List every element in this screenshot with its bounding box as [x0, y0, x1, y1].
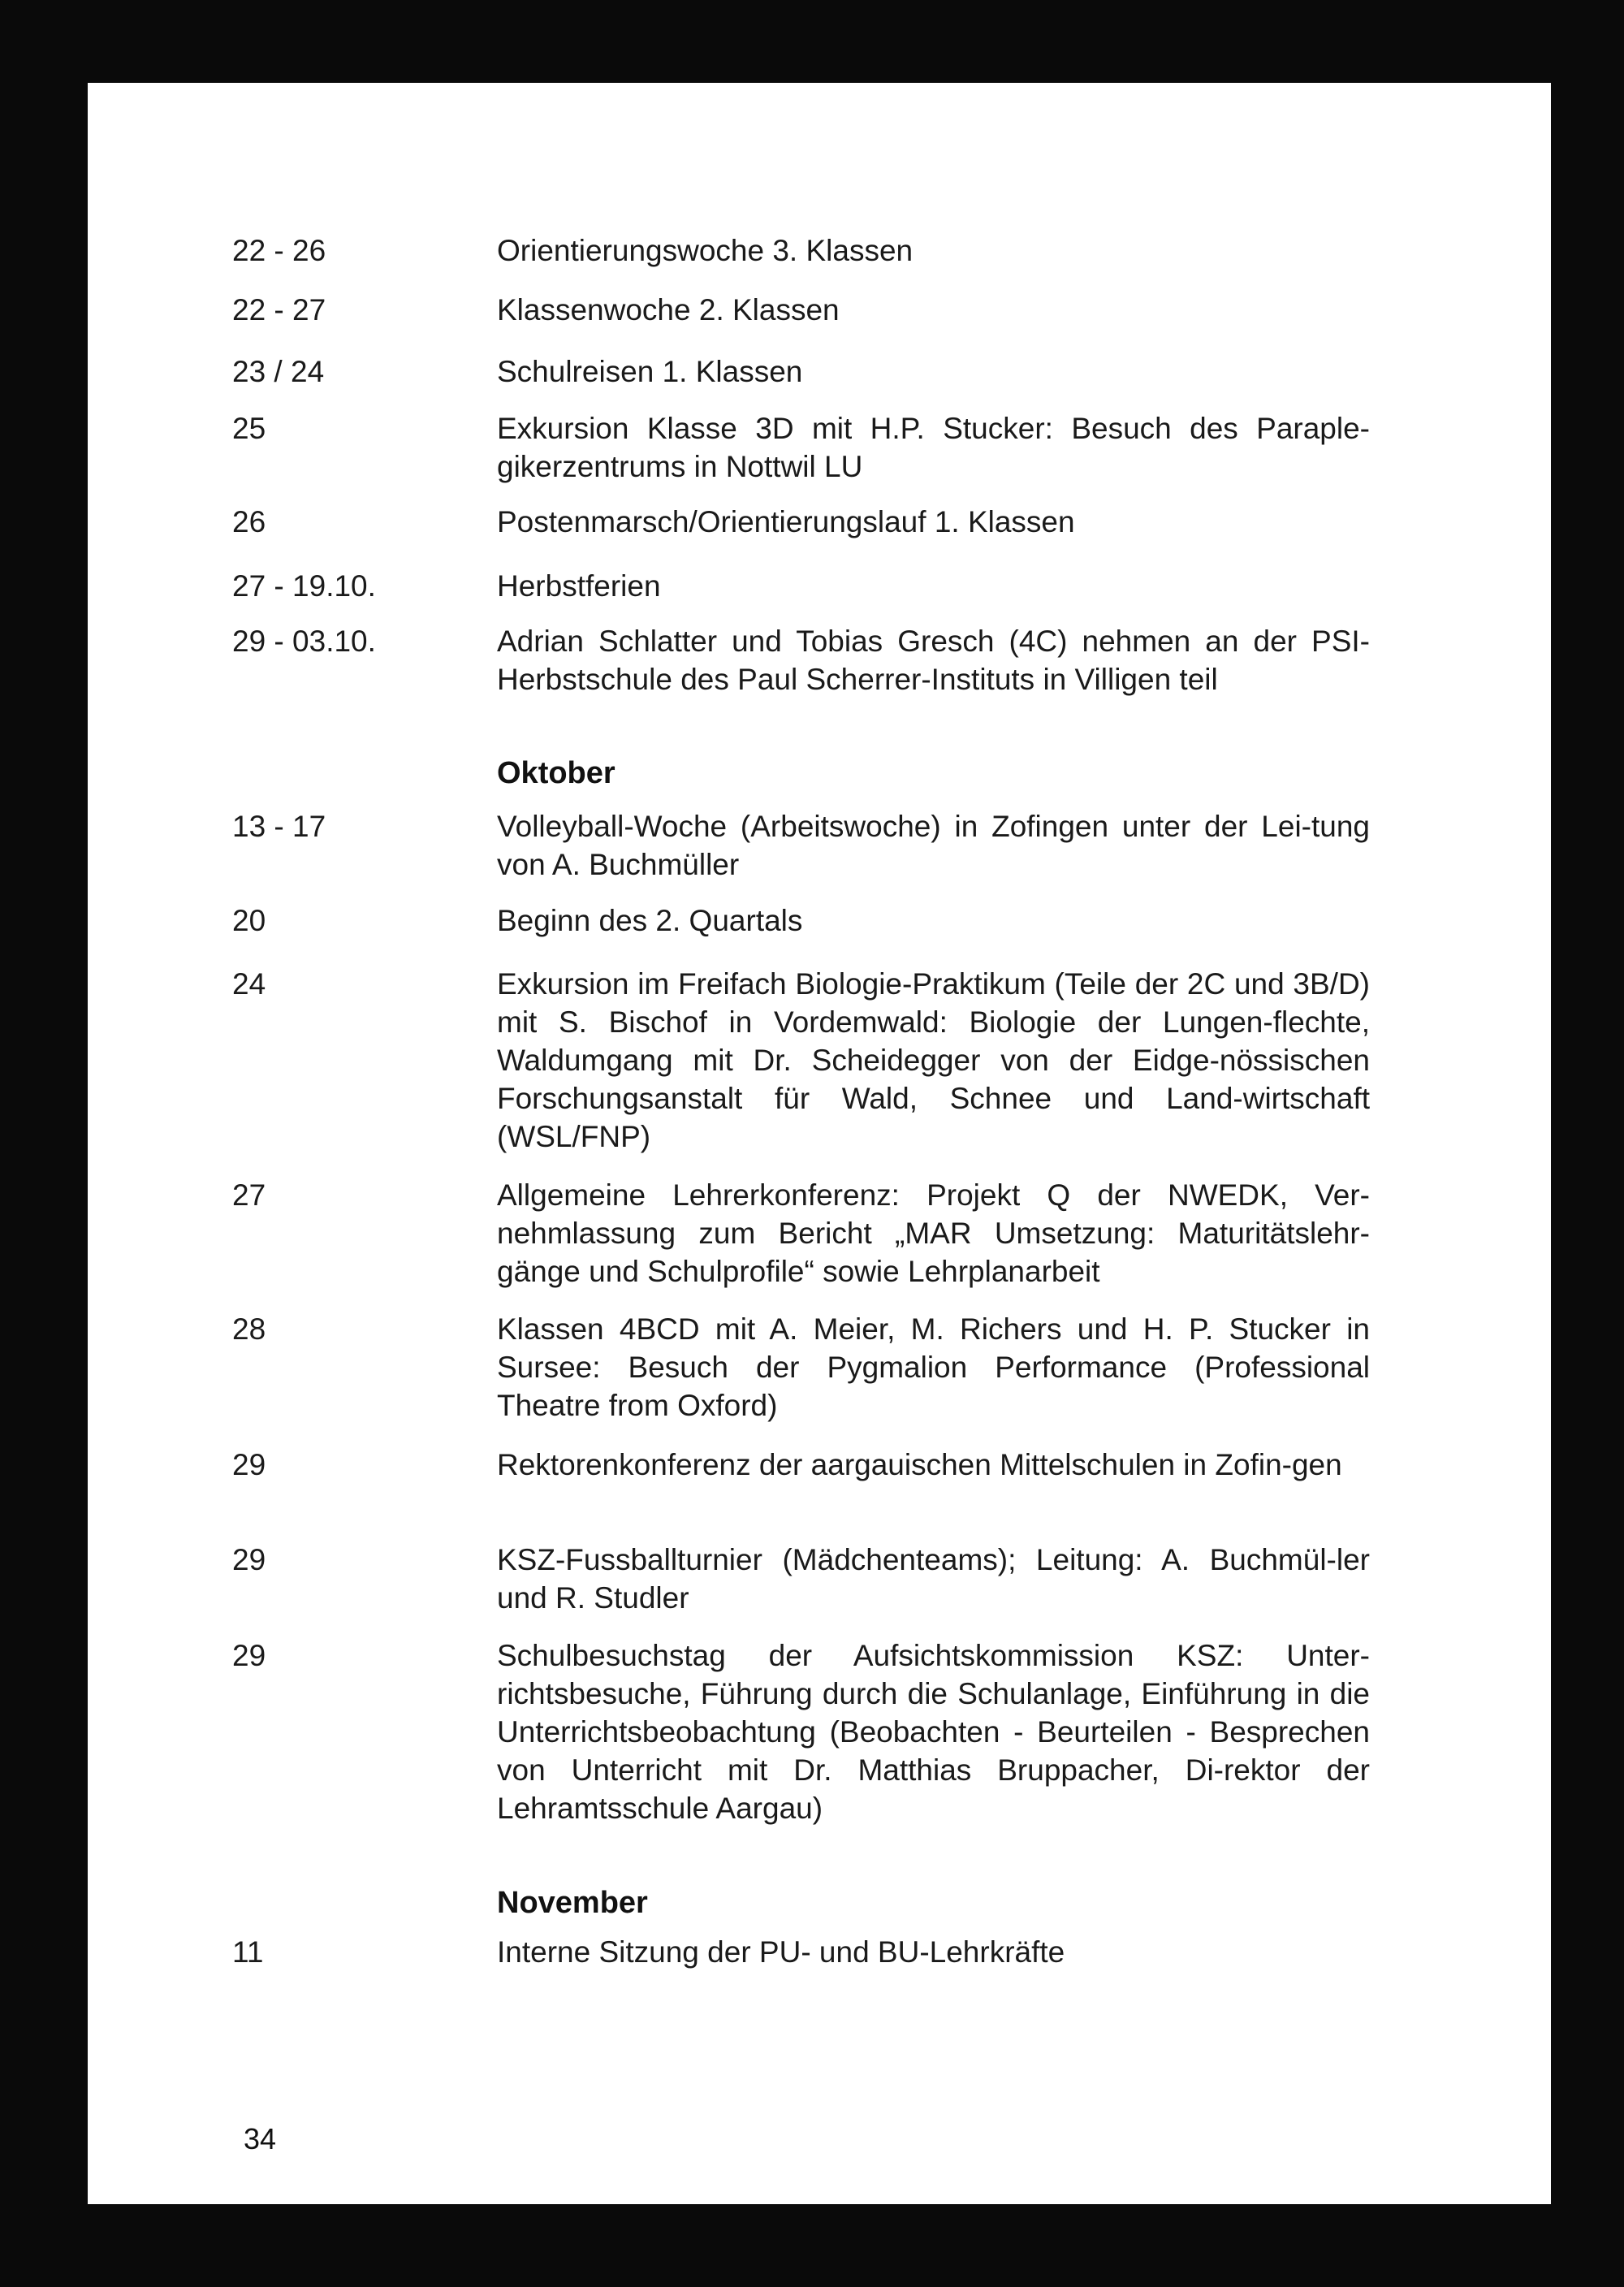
month-heading: November	[497, 1886, 648, 1921]
entry-description: Exkursion im Freifach Biologie-Praktikum (Teile der 2C und 3B/D) mit S. Bischof in Vordemwald: Biologie der Lungen-flechte, Waldumgang mit Dr. Scheidegger von der Eidge-nössischen Forschungsanstalt für Wald, Schnee und Land-wirtschaft (WSL/FNP)	[497, 966, 1370, 1153]
entry-date: 29	[232, 1447, 266, 1481]
entry-description: Schulbesuchstag der Aufsichtskommission KSZ: Unter-richtsbesuche, Führung durch die Schulanlage, Einführung in die Unterrichtsbeobachtung (Beobachten - Beurteilen - Besprechen von Unterricht mit Dr. Matthias Bruppacher, Di-rektor der Lehramtsschule Aargau)	[497, 1639, 1370, 1826]
entry-description: Herbstferien	[497, 569, 661, 603]
entry-description: Schulreisen 1. Klassen	[497, 354, 803, 388]
entry-date: 11	[232, 1935, 264, 1969]
entry-date: 25	[232, 411, 266, 445]
entry-description: Rektorenkonferenz der aargauischen Mittelschulen in Zofin-gen	[497, 1447, 1342, 1481]
entry-date: 20	[232, 904, 266, 938]
entry-date: 27 - 19.10.	[232, 569, 376, 603]
entry-description: Adrian Schlatter und Tobias Gresch (4C) nehmen an der PSI-Herbstschule des Paul Scherrer-Instituts in Villigen teil	[497, 624, 1370, 696]
entry-date: 29	[232, 1542, 266, 1576]
entry-description: Volleyball-Woche (Arbeitswoche) in Zofingen unter der Lei-tung von A. Buchmüller	[497, 809, 1370, 881]
entry-description: Exkursion Klasse 3D mit H.P. Stucker: Besuch des Paraple-gikerzentrums in Nottwil LU	[497, 411, 1370, 483]
entry-date: 27	[232, 1178, 266, 1212]
entry-description: Klassen 4BCD mit A. Meier, M. Richers und H. P. Stucker in Sursee: Besuch der Pygmalion Performance (Professional Theatre from Oxford)	[497, 1312, 1370, 1423]
entry-date: 26	[232, 504, 266, 538]
entry-date: 23 / 24	[232, 354, 325, 388]
entry-date: 29	[232, 1639, 266, 1673]
entry-date: 13 - 17	[232, 809, 326, 843]
page-number: 34	[244, 2122, 277, 2155]
entry-date: 24	[232, 966, 266, 1001]
entry-description: Allgemeine Lehrerkonferenz: Projekt Q der NWEDK, Ver-nehmlassung zum Bericht „MAR Umsetzung: Maturitätslehr-gänge und Schulprofile“ sowie Lehrplanarbeit	[497, 1178, 1370, 1288]
entry-description: Beginn des 2. Quartals	[497, 904, 803, 938]
entry-description: Postenmarsch/Orientierungslauf 1. Klassen	[497, 504, 1075, 538]
entry-date: 22 - 27	[232, 293, 326, 327]
entry-description: Interne Sitzung der PU- und BU-Lehrkräfte	[497, 1935, 1065, 1969]
document-page	[88, 83, 1551, 2204]
entry-description: Klassenwoche 2. Klassen	[497, 293, 840, 327]
entry-date: 28	[232, 1312, 266, 1347]
entry-description: Orientierungswoche 3. Klassen	[497, 233, 914, 267]
entry-date: 22 - 26	[232, 233, 326, 267]
month-heading: Oktober	[497, 756, 615, 791]
entry-description: KSZ-Fussballturnier (Mädchenteams); Leitung: A. Buchmül-ler und R. Studler	[497, 1542, 1370, 1615]
entry-date: 29 - 03.10.	[232, 624, 376, 658]
